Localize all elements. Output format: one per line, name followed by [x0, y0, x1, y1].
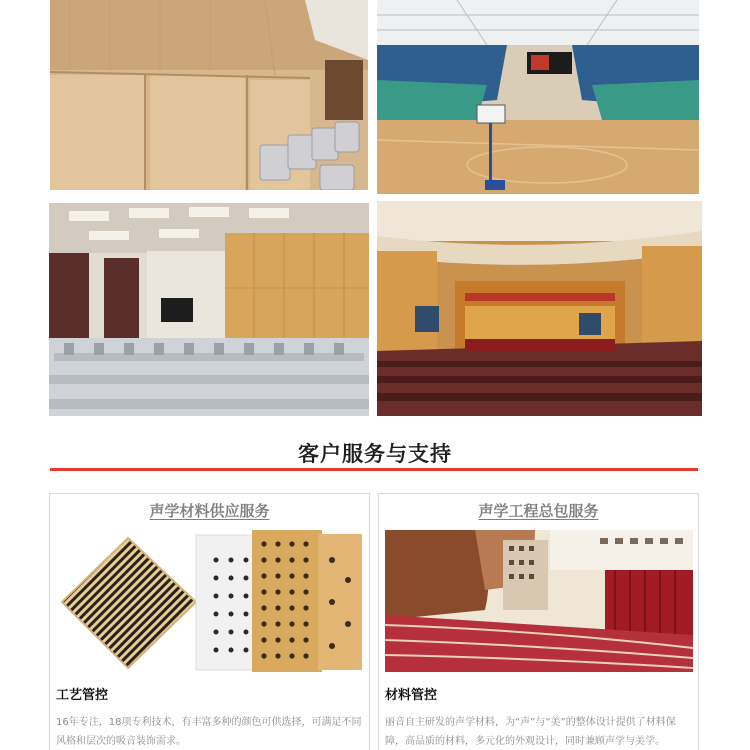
- card-title-link[interactable]: 声学工程总包服务: [478, 502, 599, 520]
- card-acoustic-material-supply: [49, 493, 370, 750]
- section-title-rule: [50, 468, 698, 471]
- card-acoustic-engineering-contracting: [378, 493, 699, 750]
- card-subtitle: 工艺管控: [56, 688, 109, 703]
- theater-interior-image: [385, 530, 693, 672]
- card-description: 16年专注，18项专利技术，有丰富多种的颜色可供选择，可满足不同风格和层次的吸音装饰需求。: [56, 717, 362, 747]
- acoustic-panels-image: [56, 530, 364, 672]
- section-title: 客户服务与支持: [298, 442, 452, 466]
- card-subtitle: 材料管控: [385, 688, 438, 703]
- photo-basketball-arena: [377, 0, 699, 194]
- card-title-link[interactable]: 声学材料供应服务: [149, 502, 270, 520]
- card-description: 丽音自主研发的声学材料，为“声”与“美”的整体设计提供了材料保障，高品质的材料，多元化的外观设计，同时兼顾声学与美学。: [385, 717, 676, 747]
- photo-lecture-hall-light-panels: [49, 203, 369, 416]
- photo-auditorium-with-stage: [377, 201, 702, 416]
- photo-wood-panel-meeting-room: [50, 0, 368, 190]
